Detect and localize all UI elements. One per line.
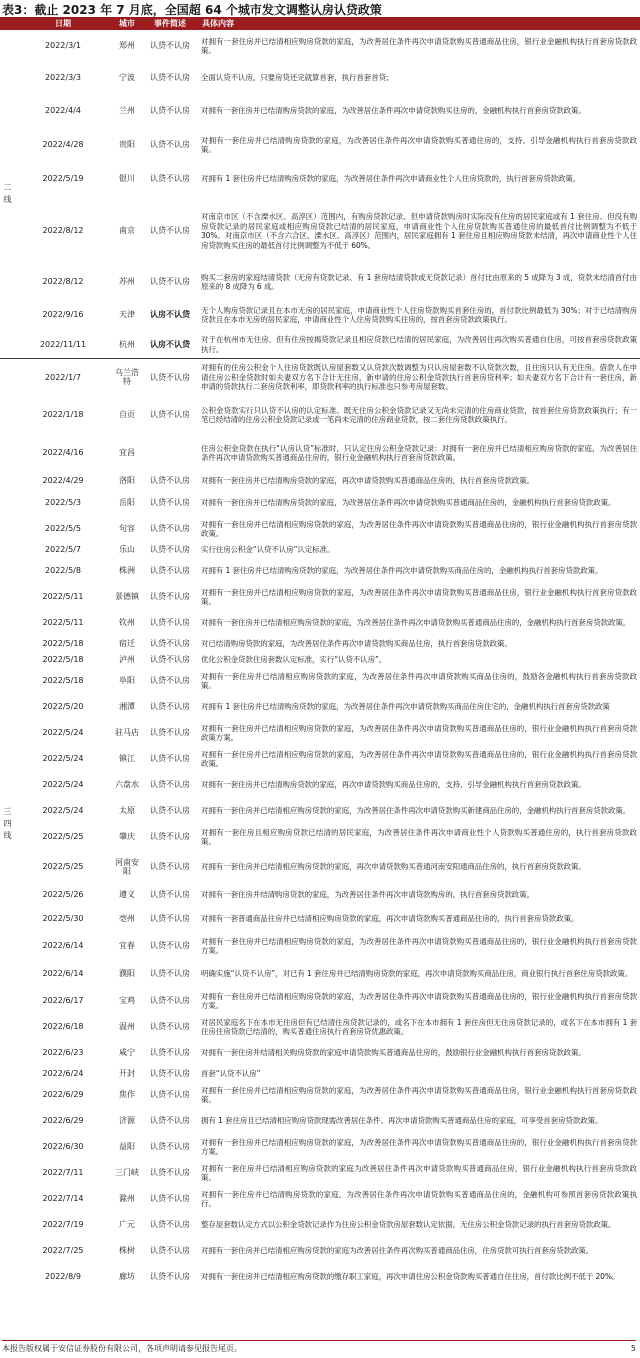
detail-cell: 对拥有一套住房并已结清相应购房贷款的家庭，为改善居住条件再次申请贷款购买新建商品住房的，金融机构执行首套房贷款政策。 <box>201 806 631 816</box>
detail-cell: 对拥有一套住房并已结清相应购房贷款的家庭为改善居住条件再次申请贷款购买普通商品住房，银行业金融机构执行首套房贷款政策。 <box>201 1163 637 1182</box>
event-cell: 认贷不认房 <box>150 914 190 924</box>
event-cell: 认贷不认房 <box>150 73 190 83</box>
event-cell: 认贷不认房 <box>150 1272 190 1282</box>
date-cell: 2022/5/5 <box>45 524 81 534</box>
table-row <box>0 584 640 610</box>
city-cell: 镇江 <box>119 754 135 764</box>
detail-cell: 对拥有一套住房并结清购房贷款的家庭，为改善居住条件再次申请贷款购房的，执行首套房贷款政策。 <box>201 890 534 900</box>
detail-cell: 明确实施“认贷不认房”，对已有 1 套住房并已结清购房贷款的家庭，再次申请贷款购买商品住房，商业银行执行首套住房贷款政策。 <box>201 969 633 979</box>
detail-cell: 全面认贷不认房，只要房贷还完就算首套，执行首套首贷； <box>201 73 394 83</box>
header-city: 城市 <box>112 17 142 30</box>
event-cell: 认贷不认房 <box>150 476 190 486</box>
date-cell: 2022/7/11 <box>42 1168 84 1178</box>
event-cell: 认贷不认房 <box>150 498 190 508</box>
city-cell: 宜春 <box>119 941 135 951</box>
tier-label: 二线 <box>3 182 12 204</box>
detail-cell: 对拥有 1 套住房并已结清购房贷款的家庭，为改善居住条件再次申请贷款购买商品住房的，金融机构执行首套房贷款政策。 <box>201 566 603 576</box>
table-row <box>0 396 640 434</box>
table-row <box>0 558 640 584</box>
date-cell: 2022/5/26 <box>42 890 84 900</box>
city-cell: 阜阳 <box>119 676 135 686</box>
date-cell: 2022/7/25 <box>42 1246 84 1256</box>
event-cell: 认贷不认房 <box>150 969 190 979</box>
city-cell: 自贡 <box>119 410 135 420</box>
detail-cell: 对拥有的住房公积金个人住房贷款既认房屋套数又认贷款次数调整为只认房屋套数不认贷款次数，且住房只认有无住房。借款人在申请住房公积金贷款时如夫妻双方名下合计无住房，新申请的住房公积金贷款执行首套房贷利率；如夫妻双方名下合计有一套住房，新申请的贷款执行二套房贷款利率，即贷款利率的执行标准也只参考房屋套数。 <box>198 358 640 396</box>
detail-cell: 对拥有一套住房并已结清相应购房贷款的家庭，为改善居住条件再次申请贷款购买普通商品住房的，银行业金融机构执行首套房贷款政策。 <box>201 749 637 768</box>
date-cell: 2022/9/16 <box>42 310 84 320</box>
date-cell: 2022/5/25 <box>42 862 84 872</box>
table-row <box>0 720 640 746</box>
detail-cell: 对拥有一套住房并已结清购房贷款的家庭，再次申请贷款购买商品住房的，支持、引导金融机构执行首套房贷款政策。 <box>201 780 586 790</box>
event-cell: 认贷不认房 <box>150 702 190 712</box>
city-cell: 太原 <box>119 806 135 816</box>
table-row <box>0 884 640 906</box>
event-cell: 认贷不认房 <box>150 174 190 184</box>
detail-cell: 对拥有一套住房并已结清相应购房贷款的家庭，再次申请贷款购买普通河南安阳通商品住房的，执行首套房贷款政策。 <box>201 862 586 872</box>
city-cell: 贵阳 <box>119 140 135 150</box>
date-cell: 2022/7/19 <box>42 1220 84 1230</box>
city-cell: 株树 <box>119 1246 135 1256</box>
table-row <box>0 128 640 162</box>
detail-cell: 实行住房公积金“认贷不认房”认定标准。 <box>201 545 335 555</box>
detail-cell: 公积金贷款实行只认贷不认房的认定标准。既无住房公积金贷款记录又无尚未完清的住房商业贷款，按首套住房贷款政策执行；有一笔已经结清的住房公积金贷款记录或一笔尚未完清的住房商业贷款，按二套住房贷款政策执行。 <box>201 405 637 424</box>
event-cell: 认贷不认房 <box>150 41 190 51</box>
table-row <box>0 1160 640 1186</box>
city-cell: 宿迁 <box>119 639 135 649</box>
city-cell: 六盘水 <box>115 780 139 790</box>
city-cell: 杭州 <box>119 340 135 349</box>
header-event: 事件简述 <box>142 17 198 30</box>
event-cell: 认贷不认房 <box>150 1069 190 1079</box>
table-row <box>0 472 640 490</box>
table-row <box>0 1066 640 1082</box>
table-row <box>0 490 640 516</box>
date-cell: 2022/4/4 <box>45 106 81 116</box>
detail-cell: 对拥有一套住房并结清相关购房贷款的家庭申请贷款购买普通商品住房的，鼓励银行业金融机构执行首套房贷款政策。 <box>201 1048 586 1058</box>
city-cell: 银川 <box>119 174 135 184</box>
page-number: 5 <box>630 1344 636 1353</box>
table-row <box>0 1040 640 1066</box>
table-row <box>0 1212 640 1238</box>
tier-cell <box>0 30 14 358</box>
city-cell: 湘潭 <box>119 702 135 712</box>
date-cell: 2022/8/9 <box>45 1272 81 1282</box>
event-cell: 认贷不认房 <box>150 592 190 602</box>
date-cell: 2022/5/25 <box>42 832 84 842</box>
table-title: 表3：截止 2023 年 7 月底，全国超 64 个城市发文调整认房认贷政策 <box>2 3 382 17</box>
city-cell: 郑州 <box>119 41 135 51</box>
table-row <box>0 1134 640 1160</box>
city-cell: 南京 <box>119 226 135 236</box>
detail-cell: 对拥有一套住房并已结清相应购房贷款的家庭，为改善居住条件再次申请贷款购买普通商品住房的，银行业金融机构执行首套房贷款政策。 <box>201 519 637 538</box>
date-cell: 2022/4/16 <box>42 448 84 458</box>
event-cell: 认贷不认房 <box>150 410 190 420</box>
city-cell: 宁波 <box>119 73 135 83</box>
table-row <box>0 1238 640 1264</box>
table-row <box>0 772 640 798</box>
date-cell: 2022/5/18 <box>42 639 84 649</box>
date-cell: 2022/1/18 <box>42 410 84 420</box>
table-row <box>0 636 640 652</box>
event-cell: 认贷不认房 <box>150 106 190 116</box>
table-row <box>0 746 640 772</box>
date-cell: 2022/8/12 <box>42 226 84 236</box>
event-cell: 认贷不认房 <box>150 1168 190 1178</box>
table-row <box>0 668 640 694</box>
event-cell: 认贷不认房 <box>150 639 190 649</box>
detail-cell: 首套“认贷不认房” <box>201 1069 261 1079</box>
detail-cell: 优化公积金贷款住房套数认定标准，实行“认贷不认房”。 <box>201 655 387 665</box>
city-cell: 益阳 <box>119 1142 135 1152</box>
city-cell: 句容 <box>119 524 135 534</box>
event-cell: 认贷不认房 <box>150 1022 190 1032</box>
event-cell: 认贷不认房 <box>150 545 190 555</box>
table-header <box>0 17 640 30</box>
table-row <box>0 1014 640 1040</box>
city-cell: 广元 <box>119 1220 135 1230</box>
detail-cell: 对拥有 1 套住房并已结清购房贷款的家庭，为改善居住条件再次申请贷款购买商品住房住宅的，金融机构执行首套房贷款政策 <box>201 702 610 712</box>
city-cell: 济源 <box>119 1116 135 1126</box>
event-cell: 认房不认贷 <box>150 340 190 349</box>
event-cell: 认房不认贷 <box>150 310 190 320</box>
table-row <box>0 196 640 266</box>
city-cell: 焦作 <box>119 1090 135 1100</box>
city-cell: 株洲 <box>119 566 135 576</box>
event-cell: 认贷不认房 <box>150 890 190 900</box>
city-cell: 驻马店 <box>115 728 139 738</box>
city-cell: 宝鸡 <box>119 996 135 1006</box>
event-cell: 认贷不认房 <box>150 277 190 287</box>
detail-cell: 对拥有一套普通商品住房并已结清相应购房贷款的家庭，再次申请贷款购买普通商品住房的，执行首套房贷款政策。 <box>201 914 579 924</box>
event-cell: 认贷不认房 <box>150 996 190 1006</box>
copyright-notice: 本报告版权属于安信证券股份有限公司，各项声明请参见报告尾页。 <box>2 1344 242 1353</box>
table-body <box>0 30 640 1290</box>
city-cell: 泸州 <box>119 655 135 665</box>
city-cell: 钦州 <box>119 618 135 628</box>
detail-cell: 购买二套房的家庭结清贷款（无房有贷款记录、有 1 套房结清贷款或无贷款记录）首付比由原来的 5 成降为 3 成，贷款未结清首付由原来的 8 成降为 6 成。 <box>201 272 637 291</box>
table-row <box>0 542 640 558</box>
date-cell: 2022/5/24 <box>42 754 84 764</box>
event-cell: 认贷不认房 <box>150 754 190 764</box>
date-cell: 2022/6/23 <box>42 1048 84 1058</box>
detail-cell: 对拥有一套住房并已结清相应购房贷款的家庭，为改善居住条件再次申请贷款购买普通商品住房，银行业金融机构执行首套房贷款政策。 <box>201 587 637 606</box>
table-row <box>0 1108 640 1134</box>
event-cell: 认贷不认房 <box>150 524 190 534</box>
table-row <box>0 988 640 1014</box>
table-row <box>0 332 640 358</box>
table-row <box>0 358 640 396</box>
table-row <box>0 1186 640 1212</box>
header-detail: 具体内容 <box>198 17 640 30</box>
city-cell: 遵义 <box>119 890 135 900</box>
event-cell: 认贷不认房 <box>142 358 198 396</box>
detail-cell: 对拥有一套住房并已结清相应购房贷款的家庭，为改善居住条件再次申请贷款购买普通商品住房的，银行业金融机构执行首套房贷款方案。 <box>201 991 637 1010</box>
tier-cell <box>0 358 14 1290</box>
event-cell: 认贷不认房 <box>150 806 190 816</box>
event-cell: 认贷不认房 <box>150 728 190 738</box>
table-row <box>0 94 640 128</box>
event-cell: 认贷不认房 <box>150 676 190 686</box>
city-cell: 河南安阳 <box>115 857 139 876</box>
date-cell: 2022/5/3 <box>45 498 81 508</box>
city-cell: 宜昌 <box>119 448 135 458</box>
event-cell: 认贷不认房 <box>150 1246 190 1256</box>
city-cell: 兰州 <box>119 106 135 116</box>
city-cell: 开封 <box>119 1069 135 1079</box>
table-row <box>0 652 640 668</box>
detail-cell: 拥有 1 套住房且已结清相应购房贷款现需改善居住条件、再次申请贷款购买普通商品住房的家庭，可享受首套房贷款政策。 <box>201 1116 603 1126</box>
event-cell: 认贷不认房 <box>150 618 190 628</box>
event-cell: 认贷不认房 <box>150 1090 190 1100</box>
page-footer <box>2 1340 636 1355</box>
table-row <box>0 298 640 332</box>
date-cell: 2022/5/18 <box>42 655 84 665</box>
date-cell: 2022/6/24 <box>42 1069 84 1079</box>
city-cell: 三门峡 <box>115 1168 139 1178</box>
detail-cell: 对南京市区（不含溧水区、高淳区）范围内，有购房贷款记录、但申请贷款购房时实际没有住房的居民家庭或有 1 套住房、但没有购房贷款记录的居民家庭或相应购房贷款已结清的居民家庭，申请商业性个人住房贷款购买普通住房的最低首付比例调整为不低于 30%。对南京市区（不含六合区、溧水区、高淳区）范围内，居民家庭拥有 1 套住房且相应购房贷款未结清，再次申请商业性个人住房贷款购买住房的最低首付比例调整为不低于 60%。 <box>201 212 637 250</box>
detail-cell: 对拥有一套住房并已结清相应购房贷款的家庭为改善居住条件再次购买普通商品住房，住房贷款可执行首套房贷款政策。 <box>201 1246 594 1256</box>
city-cell: 乐山 <box>119 545 135 555</box>
detail-cell: 住房公积金贷款在执行“认房认贷”标准时，只认定住房公积金贷款记录：对拥有一套住房并已结清相应购房贷款的家庭，为改善居住条件再次申请贷款购买普通商品住房的，银行业金融机构执行首套房贷款政策。 <box>201 443 637 462</box>
date-cell: 2022/5/8 <box>45 566 81 576</box>
detail-cell: 对于在杭州市无住房、但有住房按揭贷款记录且相应贷款已结清的居民家庭，为改善居住再次购买普通自住房，可按首套房贷款政策执行。 <box>201 335 637 354</box>
date-cell: 2022/5/11 <box>42 618 84 628</box>
detail-cell: 对拥有一套住房并已结清购房贷款的家庭，再次申请贷款购买普通商品住房的，执行首套房贷款政策。 <box>201 476 534 486</box>
date-cell: 2022/11/11 <box>39 340 87 349</box>
table-row <box>0 162 640 196</box>
date-cell: 2022/5/20 <box>42 702 84 712</box>
table-row <box>0 932 640 960</box>
date-cell: 2022/6/14 <box>42 969 84 979</box>
date-cell: 2022/5/24 <box>42 806 84 816</box>
event-cell <box>142 434 198 472</box>
table-row <box>0 798 640 824</box>
table-row <box>0 1264 640 1290</box>
event-cell: 认贷不认房 <box>150 1048 190 1058</box>
event-cell: 认贷不认房 <box>150 566 190 576</box>
city-cell: 天津 <box>119 310 135 320</box>
city-cell: 岳阳 <box>119 498 135 508</box>
detail-cell: 对拥有一套住房且相应购房贷款已结清的居民家庭，为改善居住条件再次申请商业性个人贷款购买普通住房的，执行首套房贷款政策。 <box>201 827 637 846</box>
date-cell: 2022/5/24 <box>42 780 84 790</box>
city-cell: 乌兰浩特 <box>112 358 142 396</box>
policy-table <box>0 17 640 1290</box>
date-cell: 2022/1/7 <box>14 358 112 396</box>
header-date: 日期 <box>14 17 112 30</box>
city-cell: 廊坊 <box>119 1272 135 1282</box>
date-cell: 2022/5/7 <box>45 545 81 555</box>
detail-cell: 无个人购房贷款记录且在本市无房的居民家庭，申请商业性个人住房贷款购买首套住房的，首付款比例最低为 30%；对于已结清购房贷款且在本市无房的居民家庭，申请商业性个人住房贷款购买住房的，按首套房贷款政策执行。 <box>201 305 637 324</box>
table-row <box>0 906 640 932</box>
table-row <box>0 824 640 850</box>
date-cell: 2022/4/29 <box>42 476 84 486</box>
detail-cell: 对拥有一套住房并已结清相应购房贷款的家庭，为改善居住条件再次申请贷款购买普通商品住房的，银行业金融机构执行首套房贷款政策方案。 <box>201 723 637 742</box>
table-row <box>0 960 640 988</box>
table-row <box>0 694 640 720</box>
table-row <box>0 850 640 884</box>
event-cell: 认贷不认房 <box>150 1116 190 1126</box>
event-cell: 认贷不认房 <box>150 941 190 951</box>
detail-cell: 对拥有一套住房并已结清相应购房贷款的家庭，为改善居住条件再次申请贷款购买普通商品住房的，银行业金融机构执行首套房贷款方案。 <box>201 936 637 955</box>
city-cell: 滁州 <box>119 1194 135 1204</box>
date-cell: 2022/6/30 <box>42 1142 84 1152</box>
city-cell: 肇庆 <box>119 832 135 842</box>
date-cell: 2022/5/11 <box>42 592 84 602</box>
date-cell: 2022/6/29 <box>42 1116 84 1126</box>
event-cell: 认贷不认房 <box>150 862 190 872</box>
detail-cell: 对拥有 1 套住房并已结清购房贷款的家庭，为改善居住条件再次申请商业性个人住房贷款的，执行首套房贷款政策。 <box>201 174 581 184</box>
event-cell: 认贷不认房 <box>150 832 190 842</box>
detail-cell: 整存屋套数认定方式以公积金贷款记录作为住房公积金贷款房屋套数认定依据，无住房公积金贷款记录的执行首套房贷款政策。 <box>201 1220 616 1230</box>
date-cell: 2022/8/12 <box>42 277 84 287</box>
table-row <box>0 30 640 62</box>
date-cell: 2022/3/1 <box>45 41 81 51</box>
event-cell: 认贷不认房 <box>150 1194 190 1204</box>
date-cell: 2022/6/29 <box>42 1090 84 1100</box>
table-row <box>0 434 640 472</box>
header-tier <box>0 17 14 30</box>
date-cell: 2022/7/14 <box>42 1194 84 1204</box>
detail-cell: 对拥有一套住房并已结清购房贷款的家庭，为改善居住条件再次申请贷款购买普通商品住房的，金融机构执行首套房贷款政策。 <box>201 498 616 508</box>
tier-label: 三四线 <box>3 807 12 841</box>
city-cell: 濮阳 <box>119 969 135 979</box>
detail-cell: 对居民家庭名下在本市无住房但有已结清住房贷款记录的，或名下在本市拥有 1 套住房但无住房贷款记录的，或名下在本市拥有 1 套住房住房贷款已结清的，购买普通住房执行首套房贷优惠政策。 <box>201 1017 637 1036</box>
event-cell: 认贷不认房 <box>150 140 190 150</box>
table-row <box>0 610 640 636</box>
event-cell: 认贷不认房 <box>150 780 190 790</box>
date-cell: 2022/6/17 <box>42 996 84 1006</box>
date-cell: 2022/4/28 <box>42 140 84 150</box>
detail-cell: 对拥有一套住房并已结清相应购房贷款的家庭，为改善居住条件再次申请贷款购买普通商品住房的，银行业金融机构执行首套房贷款方案。 <box>201 1137 637 1156</box>
detail-cell: 对拥有一套住房并已结清购房贷款的家庭，为改善居住条件再次申请贷款购买普通住房的，支持、引导金融机构执行首套房贷款政策。 <box>201 135 637 154</box>
city-cell: 温州 <box>119 1022 135 1032</box>
city-cell: 咸宁 <box>119 1048 135 1058</box>
date-cell: 2022/5/18 <box>42 676 84 686</box>
city-cell: 景德镇 <box>115 592 139 602</box>
detail-cell: 对拥有一套住房并已结清购房贷款的家庭，为改善居住条件再次申请贷款购买住房的，金融机构执行首套房贷款政策。 <box>201 106 586 116</box>
table-row <box>0 516 640 542</box>
date-cell: 2022/6/18 <box>42 1022 84 1032</box>
event-cell: 认贷不认房 <box>150 226 190 236</box>
event-cell: 认贷不认房 <box>150 655 190 665</box>
city-cell: 苏州 <box>119 277 135 287</box>
city-cell: 亳州 <box>119 914 135 924</box>
city-cell: 洛阳 <box>119 476 135 486</box>
date-cell: 2022/3/3 <box>45 73 81 83</box>
detail-cell: 对拥有一套住房并已结清相应购房贷款的家庭，为改善居住条件再次申请贷款购买商品住房的，鼓励各金融机构执行首套房贷款政策。 <box>201 671 637 690</box>
date-cell: 2022/6/14 <box>42 941 84 951</box>
detail-cell: 对拥有一套住房并已结清相应购房贷款的缴存职工家庭，再次申请住房公积金贷款购买普通自住住房，首付款比例不低于 20%。 <box>201 1272 620 1282</box>
detail-cell: 对拥有一套住房并已结清相应购房贷款的家庭，为改善居住条件再次申请贷款购买普通商品住房，银行业金融机构执行首套房贷款政策。 <box>201 1085 637 1104</box>
detail-cell: 对拥有一套住房并已结清相应购房贷款的家庭，为改善居住条件再次申请贷款购买普通商品住房，银行业金融机构执行首套房贷款政策。 <box>201 36 637 55</box>
table-row <box>0 266 640 298</box>
detail-cell: 对拥有一套住房并已结清购房贷款的家庭，为改善居住条件再次申请贷款购买普通商品住房的，金融机构可参照首套房贷款政策执行。 <box>201 1189 637 1208</box>
date-cell: 2022/5/19 <box>42 174 84 184</box>
table-row <box>0 62 640 94</box>
table-row <box>0 1082 640 1108</box>
detail-cell: 对已结清购房贷款的家庭，为改善居住条件再次申请贷款购买商品住房，执行首套房贷款政策。 <box>201 639 512 649</box>
date-cell: 2022/5/30 <box>42 914 84 924</box>
detail-cell: 对拥有一套住房并已结清相应购房贷款的家庭，为改善居住条件再次申请贷款购买普通商品住房的，金融机构执行首套房贷款政策。 <box>201 618 631 628</box>
date-cell: 2022/5/24 <box>42 728 84 738</box>
event-cell: 认贷不认房 <box>150 1220 190 1230</box>
event-cell: 认贷不认房 <box>150 1142 190 1152</box>
